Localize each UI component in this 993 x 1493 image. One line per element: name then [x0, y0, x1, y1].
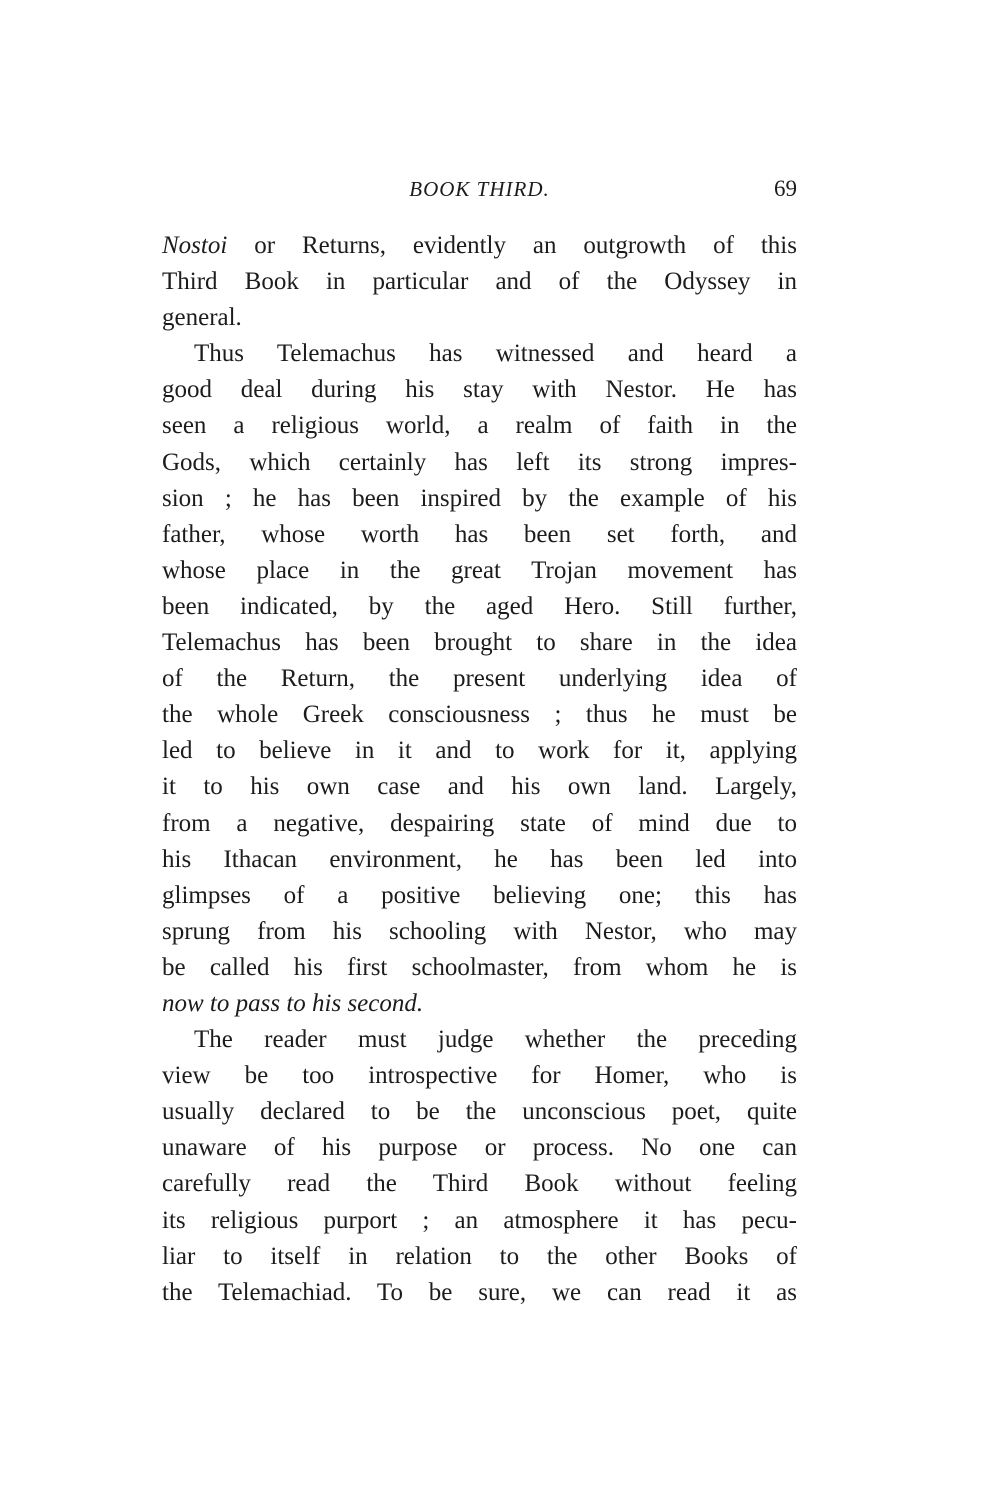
line-text: whose place in the great Trojan movement has	[162, 556, 797, 584]
text-line	[162, 1094, 797, 1130]
text-line	[162, 806, 797, 842]
line-text: The reader must judge whether the preceding	[194, 1026, 797, 1054]
line-text: its religious purport ; an atmosphere it has pecu-	[162, 1206, 797, 1234]
running-head	[162, 172, 797, 206]
italic-text: Nostoi	[162, 232, 228, 259]
text-line	[162, 769, 797, 805]
text-line	[162, 589, 797, 625]
line-text: seen a religious world, a realm of faith in the	[162, 412, 797, 440]
line-text: Thus Telemachus has witnessed and heard a	[194, 340, 797, 368]
line-text: led to believe in it and to work for it, applying	[162, 737, 797, 765]
body-text	[162, 228, 797, 1311]
line-text: liar to itself in relation to the other Books of	[162, 1242, 797, 1270]
text-line	[162, 1275, 797, 1311]
line-text: it to his own case and his own land. Largely,	[162, 773, 797, 801]
text-line	[162, 625, 797, 661]
text-line	[162, 264, 797, 300]
line-text: glimpses of a positive believing one; this has	[162, 881, 797, 909]
text-line	[162, 842, 797, 878]
line-text: general.	[162, 304, 242, 332]
text-line	[162, 733, 797, 769]
text-line	[162, 1166, 797, 1202]
text-line	[162, 1058, 797, 1094]
text-line	[162, 697, 797, 733]
line-text: be called his first schoolmaster, from whom he is	[162, 953, 797, 981]
text-line	[162, 445, 797, 481]
line-text: of the Return, the present underlying idea of	[162, 665, 797, 693]
text-line	[162, 517, 797, 553]
line-text: or Returns, evidently an outgrowth of this	[227, 232, 797, 259]
text-line	[162, 300, 797, 336]
text-line	[162, 228, 797, 264]
text-line	[162, 914, 797, 950]
line-text: usually declared to be the unconscious poet, quite	[162, 1098, 797, 1126]
line-text: the Telemachiad. To be sure, we can read it as	[162, 1278, 797, 1306]
text-line	[162, 481, 797, 517]
page-number: 69	[774, 176, 797, 201]
line-text: unaware of his purpose or process. No one can	[162, 1134, 797, 1162]
text-line	[162, 986, 797, 1022]
line-text: sion ; he has been inspired by the example of his	[162, 484, 797, 512]
line-text: father, whose worth has been set forth, and	[162, 520, 797, 548]
text-line	[162, 408, 797, 444]
text-line	[162, 878, 797, 914]
line-text: his Ithacan environment, he has been led into	[162, 845, 797, 873]
text-line	[162, 1130, 797, 1166]
line-text: from a negative, despairing state of mind due to	[162, 809, 797, 837]
running-title: BOOK THIRD.	[409, 177, 550, 201]
line-text: sprung from his schooling with Nestor, who may	[162, 917, 797, 945]
line-text: Gods, which certainly has left its strong impres-	[162, 448, 797, 476]
text-line	[162, 553, 797, 589]
line-text: Telemachus has been brought to share in the idea	[162, 629, 797, 657]
text-line	[162, 372, 797, 408]
text-line	[162, 1022, 797, 1058]
line-text: good deal during his stay with Nestor. He has	[162, 376, 797, 404]
text-line	[162, 950, 797, 986]
line-text: the whole Greek consciousness ; thus he must be	[162, 701, 797, 729]
line-text: Third Book in particular and of the Odyssey in	[162, 268, 797, 296]
italic-text: now to pass to his second.	[162, 989, 424, 1017]
line-text: carefully read the Third Book without feeling	[162, 1170, 797, 1198]
line-text: view be too introspective for Homer, who is	[162, 1062, 797, 1090]
text-line	[162, 336, 797, 372]
text-line	[162, 661, 797, 697]
text-line	[162, 1203, 797, 1239]
line-text: been indicated, by the aged Hero. Still further,	[162, 592, 797, 620]
text-line	[162, 1239, 797, 1275]
